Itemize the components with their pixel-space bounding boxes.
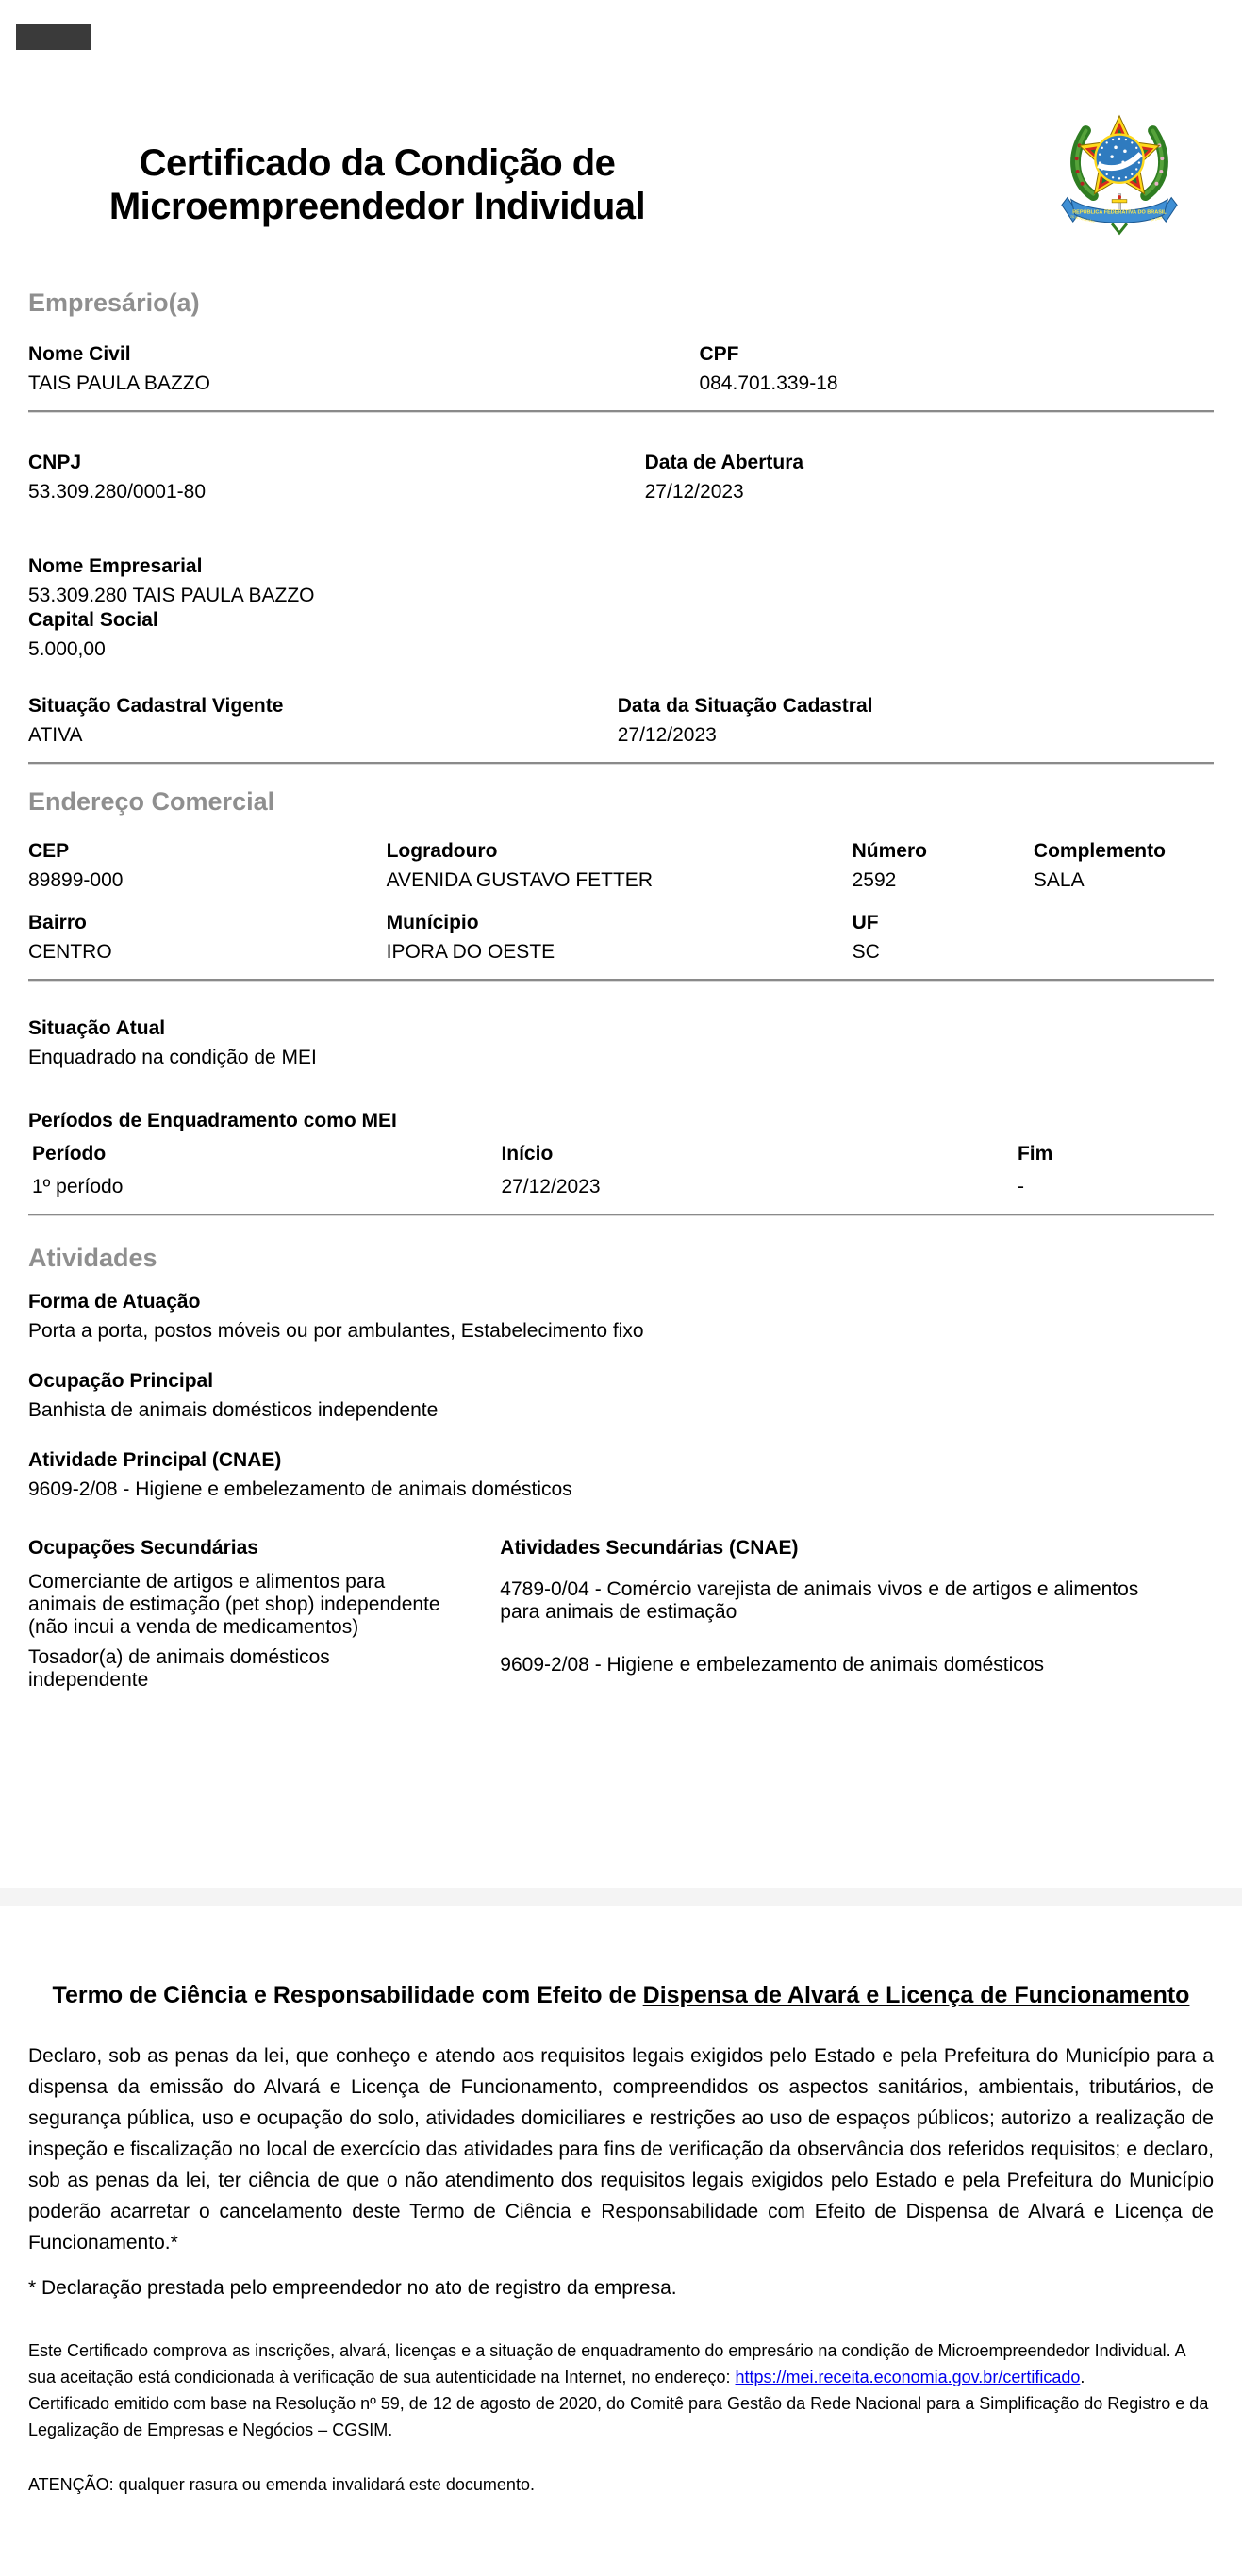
logradouro-value: AVENIDA GUSTAVO FETTER [386,869,653,891]
inicio-col-label: Início [501,1143,554,1164]
situacao-atual-value: Enquadrado na condição de MEI [28,1047,317,1068]
periodo-col-label: Período [32,1143,107,1164]
section-divider [28,410,1214,413]
atividade-secundaria-1: 4789-0/04 - Comércio varejista de animais vivos e de artigos e alimentos para animais de estimação [500,1578,1139,1623]
field-situacao-vigente [28,694,618,747]
termo-heading-underlined: Dispensa de Alvará e Licença de Funcionamento [642,1982,1190,2008]
certificate-content [0,288,1242,2498]
secundarias-row [28,1563,1214,1639]
fim-col-label: Fim [1017,1143,1053,1164]
uf-value: SC [852,941,880,963]
situacao-vigente-value: ATIVA [28,724,83,746]
inicio-cell: 27/12/2023 [501,1176,601,1197]
field-numero [853,839,1034,892]
section-divider [28,979,1214,982]
page-title-line1: Certificado da Condição de [139,142,616,184]
atividade-principal-value: 9609-2/08 - Higiene e embelezamento de animais domésticos [28,1478,572,1500]
section-divider [28,762,1214,765]
row-situacao-cadastral [28,694,1214,747]
field-logradouro [387,839,853,892]
numero-label: Número [852,840,927,862]
atividade-secundaria-2: 9609-2/08 - Higiene e embelezamento de animais domésticos [500,1654,1044,1676]
field-cnpj [28,451,645,504]
ocupacao-principal-value: Banhista de animais domésticos independente [28,1399,439,1421]
field-bairro [28,911,387,964]
section-heading-empresario: Empresário(a) [28,289,200,317]
situacao-atual-label: Situação Atual [28,1017,166,1039]
numero-value: 2592 [852,869,897,891]
cep-label: CEP [28,840,70,862]
certificate-verification-link[interactable]: https://mei.receita.economia.gov.br/certificado [735,2368,1081,2386]
brazil-coat-of-arms-icon [1054,100,1184,238]
row-bairro-municipio [28,911,1214,964]
nome-civil-label: Nome Civil [28,343,131,365]
data-situacao-value: 27/12/2023 [617,724,717,746]
ocupacao-secundaria-2: Tosador(a) de animais domésticos independente [28,1646,330,1691]
field-empty [1034,911,1214,964]
cnpj-value: 53.309.280/0001-80 [28,481,207,503]
forma-atuacao-value: Porta a porta, postos móveis ou por ambulantes, Estabelecimento fixo [28,1320,644,1342]
situacao-vigente-label: Situação Cadastral Vigente [28,695,284,717]
page-title-line2: Microempreendedor Individual [108,186,646,227]
section-heading-atividades: Atividades [28,1244,157,1272]
fineprint-text: Este Certificado comprova as inscrições, alvará, licenças e a situação de enquadramento do empresário na condição de Microempreendedor Individual. A sua aceitação está condicionada à verificação de sua autenticidade na Internet, no endereço: [28,2341,1185,2386]
data-situacao-label: Data da Situação Cadastral [617,695,873,717]
nome-civil-value: TAIS PAULA BAZZO [28,372,210,394]
termo-paragraph: Declaro, sob as penas da lei, que conheço e atendo aos requisitos legais exigidos pelo Estado e pela Prefeitura do Município para a dispensa da emissão do Alvará e Licença de Funcionamento, compreendidos os aspectos sanitários, ambientais, tributários, de segurança pública, uso e ocupação do solo, atividades domiciliares e restrições ao uso de espaços públicos; autorizo a realização de inspeção e fiscalização no local de exercício das atividades para fins de verificação da observância dos referidos requisitos; e declaro, sob as penas da lei, ter ciência de que o não atendimento dos requisitos legais exigidos pelo Estado e pela Prefeitura do Município poderão acarretar o cancelamento deste Termo de Ciência e Responsabilidade com Efeito de Dispensa de Alvará e Licença de Funcionamento.* [28,2045,1214,2254]
row-cep-logradouro [28,839,1214,892]
secundarias-header [28,1536,1214,1560]
footer-resolucao: Certificado emitido com base na Resolução nº 59, de 12 de agosto de 2020, do Comitê para Gestão da Rede Nacional para a Simplificação do Registro e da Legalização de Empresas e Negócios – CGSIM. [28,2394,1209,2439]
cpf-value: 084.701.339-18 [699,372,838,394]
field-cpf [699,342,1214,395]
fineprint-period: . [1080,2368,1085,2386]
termo-declaracao: * Declaração prestada pelo empreendedor no ato de registro da empresa. [28,2277,677,2299]
cnpj-label: CNPJ [28,452,82,473]
ocupacao-secundaria-1: Comerciante de artigos e alimentos para animais de estimação (pet shop) independente (não incui a venda de medicamentos) [28,1571,440,1638]
field-data-abertura [645,451,1214,504]
field-ocupacao-principal [28,1369,1214,1422]
field-situacao-atual [28,1016,1214,1069]
complemento-label: Complemento [1033,840,1166,862]
page-title [28,141,726,228]
field-complemento [1034,839,1214,892]
page-break-band [0,1888,1242,1906]
cep-value: 89899-000 [28,869,124,891]
periodos-table-row [28,1175,1214,1198]
row-cnpj-abertura [28,451,1214,504]
certificate-header [0,0,1242,288]
periodo-cell: 1º período [32,1176,124,1197]
section-heading-endereco: Endereço Comercial [28,787,275,816]
field-cep [28,839,387,892]
coat-ribbon-caption: REPÚBLICA FEDERATIVA DO BRASIL [1072,209,1167,216]
footer-fineprint [28,2337,1214,2390]
nome-empresarial-value: 53.309.280 TAIS PAULA BAZZO [28,585,315,606]
field-capital-social [28,608,1214,661]
coat-ribbon-date-right: de 1889 [1150,215,1163,223]
periodos-table-header [28,1142,1214,1165]
cpf-label: CPF [699,343,739,365]
field-atividade-principal [28,1448,1214,1501]
municipio-value: IPORA DO OESTE [386,941,555,963]
complemento-value: SALA [1033,869,1085,891]
field-nome-empresarial [28,554,1214,607]
footer-atencao: ATENÇÃO: qualquer rasura ou emenda invalidará este documento. [28,2475,535,2494]
capital-social-label: Capital Social [28,609,158,631]
secundarias-row [28,1639,1214,1692]
ocupacoes-secundarias-label: Ocupações Secundárias [28,1537,258,1559]
termo-heading [28,1980,1214,2011]
municipio-label: Munícipio [386,912,479,933]
data-abertura-label: Data de Abertura [644,452,804,473]
field-nome-civil [28,342,699,395]
bairro-value: CENTRO [28,941,112,963]
fim-cell: - [1017,1176,1024,1197]
section-divider [28,1214,1214,1216]
bairro-label: Bairro [28,912,87,933]
termo-heading-normal: Termo de Ciência e Responsabilidade com Efeito de [52,1982,643,2008]
field-uf [853,911,1034,964]
coat-ribbon-date-left: 15 de Novembro [1069,214,1095,223]
field-municipio [387,911,853,964]
nome-empresarial-label: Nome Empresarial [28,555,203,577]
field-data-situacao [618,694,1214,747]
capital-social-value: 5.000,00 [28,638,106,660]
atividades-secundarias-label: Atividades Secundárias (CNAE) [500,1537,799,1559]
logradouro-label: Logradouro [386,840,498,862]
uf-label: UF [852,912,879,933]
atividade-principal-label: Atividade Principal (CNAE) [28,1449,282,1471]
row-nome-civil-cpf [28,342,1214,395]
forma-atuacao-label: Forma de Atuação [28,1291,201,1313]
field-forma-atuacao [28,1290,1214,1343]
data-abertura-value: 27/12/2023 [644,481,744,503]
ocupacao-principal-label: Ocupação Principal [28,1370,214,1392]
periodos-heading: Períodos de Enquadramento como MEI [28,1110,397,1131]
